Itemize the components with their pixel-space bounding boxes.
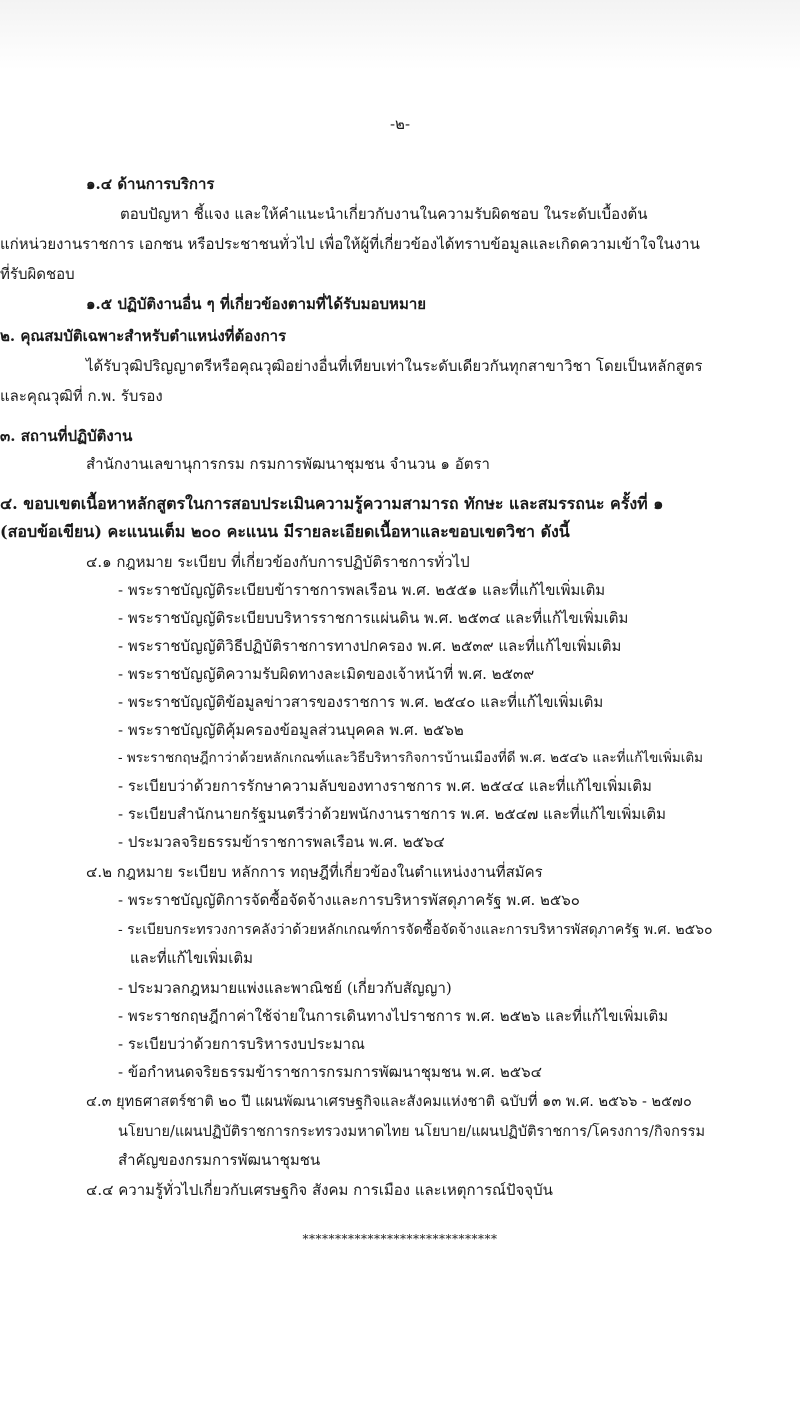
list-item-continuation: และที่แก้ไขเพิ่มเติม (130, 949, 254, 967)
section-1-4-line: ที่รับผิดชอบ (0, 265, 75, 283)
list-item: - พระราชบัญญัติคุ้มครองข้อมูลส่วนบุคคล พ.ศ. ๒๕๖๒ (118, 721, 464, 739)
sub-4-1-heading: ๔.๑ กฎหมาย ระเบียบ ที่เกี่ยวข้องกับการปฏิบัติราชการทั่วไป (86, 553, 470, 571)
section-2-line: และคุณวุฒิที่ ก.พ. รับรอง (0, 387, 163, 405)
section-1-4-line: ตอบปัญหา ชี้แจง และให้คำแนะนำเกี่ยวกับงานในความรับผิดชอบ ในระดับเบื้องต้น (120, 205, 648, 223)
sub-4-3-line: ๔.๓ ยุทธศาสตร์ชาติ ๒๐ ปี แผนพัฒนาเศรษฐกิจและสังคมแห่งชาติ ฉบับที่ ๑๓ พ.ศ. ๒๕๖๖ - ๒๕๗๐ (86, 1094, 692, 1110)
section-1-4-line: แก่หน่วยงานราชการ เอกชน หรือประชาชนทั่วไป เพื่อให้ผู้ที่เกี่ยวข้องได้ทราบข้อมูลและเกิดความเข้าใจในงาน (0, 235, 700, 253)
scan-header-shadow (0, 0, 800, 70)
list-item: - พระราชกฤษฎีกาค่าใช้จ่ายในการเดินทางไปราชการ พ.ศ. ๒๕๒๖ และที่แก้ไขเพิ่มเติม (118, 1007, 669, 1025)
list-item: - ระเบียบกระทรวงการคลังว่าด้วยหลักเกณฑ์การจัดซื้อจัดจ้างและการบริหารพัสดุภาครัฐ พ.ศ. ๒๕๖๐ (118, 922, 713, 938)
section-3-heading: ๓. สถานที่ปฏิบัติงาน (0, 427, 133, 445)
section-2-line: ได้รับวุฒิปริญญาตรีหรือคุณวุฒิอย่างอื่นที่เทียบเท่าในระดับเดียวกันทุกสาขาวิชา โดยเป็นหลักสูตร (86, 357, 703, 375)
list-item: - ระเบียบว่าด้วยการบริหารงบประมาณ (118, 1035, 365, 1053)
list-item: - พระราชกฤษฎีกาว่าด้วยหลักเกณฑ์และวิธีบริหารกิจการบ้านเมืองที่ดี พ.ศ. ๒๕๔๖ และที่แก้ไขเพิ่มเติม (118, 750, 704, 766)
sub-4-3-line: นโยบาย/แผนปฏิบัติราชการกระทรวงมหาดไทย นโยบาย/แผนปฏิบัติราชการ/โครงการ/กิจกรรม (118, 1124, 706, 1140)
list-item: - พระราชบัญญัติความรับผิดทางละเมิดของเจ้าหน้าที่ พ.ศ. ๒๕๓๙ (118, 665, 535, 683)
end-marker: ****************************** (302, 1232, 498, 1246)
list-item: - พระราชบัญญัติวิธีปฏิบัติราชการทางปกครอง พ.ศ. ๒๕๓๙ และที่แก้ไขเพิ่มเติม (118, 637, 622, 655)
list-item: - พระราชบัญญัติข้อมูลข่าวสารของราชการ พ.ศ. ๒๕๔๐ และที่แก้ไขเพิ่มเติม (118, 693, 604, 711)
list-item: - ประมวลกฎหมายแพ่งและพาณิชย์ (เกี่ยวกับสัญญา) (118, 979, 452, 997)
section-4-heading: ๔. ขอบเขตเนื้อหาหลักสูตรในการสอบประเมินความรู้ความสามารถ ทักษะ และสมรรถนะ ครั้งที่ ๑ (0, 494, 664, 513)
list-item: - พระราชบัญญัติระเบียบข้าราชการพลเรือน พ.ศ. ๒๕๕๑ และที่แก้ไขเพิ่มเติม (118, 581, 606, 599)
section-1-5-heading: ๑.๕ ปฏิบัติงานอื่น ๆ ที่เกี่ยวข้องตามที่ได้รับมอบหมาย (86, 295, 427, 313)
section-1-4-heading: ๑.๔ ด้านการบริการ (86, 175, 215, 193)
list-item: - พระราชบัญญัติระเบียบบริหารราชการแผ่นดิน พ.ศ. ๒๕๓๔ และที่แก้ไขเพิ่มเติม (118, 609, 629, 627)
list-item: - ระเบียบสำนักนายกรัฐมนตรีว่าด้วยพนักงานราชการ พ.ศ. ๒๕๔๗ และที่แก้ไขเพิ่มเติม (118, 805, 667, 823)
sub-4-2-heading: ๔.๒ กฎหมาย ระเบียบ หลักการ ทฤษฎีที่เกี่ยวข้องในตำแหน่งงานที่สมัคร (86, 863, 543, 881)
section-2-heading: ๒. คุณสมบัติเฉพาะสำหรับตำแหน่งที่ต้องการ (0, 327, 287, 345)
section-3-line: สำนักงานเลขานุการกรม กรมการพัฒนาชุมชน จำนวน ๑ อัตรา (86, 455, 490, 473)
sub-4-4-heading: ๔.๔ ความรู้ทั่วไปเกี่ยวกับเศรษฐกิจ สังคม การเมือง และเหตุการณ์ปัจจุบัน (86, 1181, 553, 1199)
section-4-heading-line2: (สอบข้อเขียน) คะแนนเต็ม ๒๐๐ คะแนน มีรายละเอียดเนื้อหาและขอบเขตวิชา ดังนี้ (0, 522, 570, 541)
list-item: - ประมวลจริยธรรมข้าราชการพลเรือน พ.ศ. ๒๕๖๔ (118, 833, 445, 851)
list-item: - ข้อกำหนดจริยธรรมข้าราชการกรมการพัฒนาชุมชน พ.ศ. ๒๕๖๔ (118, 1063, 542, 1081)
page-number: -๒- (389, 115, 411, 133)
list-item: - พระราชบัญญัติการจัดซื้อจัดจ้างและการบริหารพัสดุภาครัฐ พ.ศ. ๒๕๖๐ (118, 891, 580, 909)
sub-4-3-line: สำคัญของกรมการพัฒนาชุมชน (118, 1151, 321, 1169)
list-item: - ระเบียบว่าด้วยการรักษาความลับของทางราชการ พ.ศ. ๒๕๔๔ และที่แก้ไขเพิ่มเติม (118, 777, 652, 795)
